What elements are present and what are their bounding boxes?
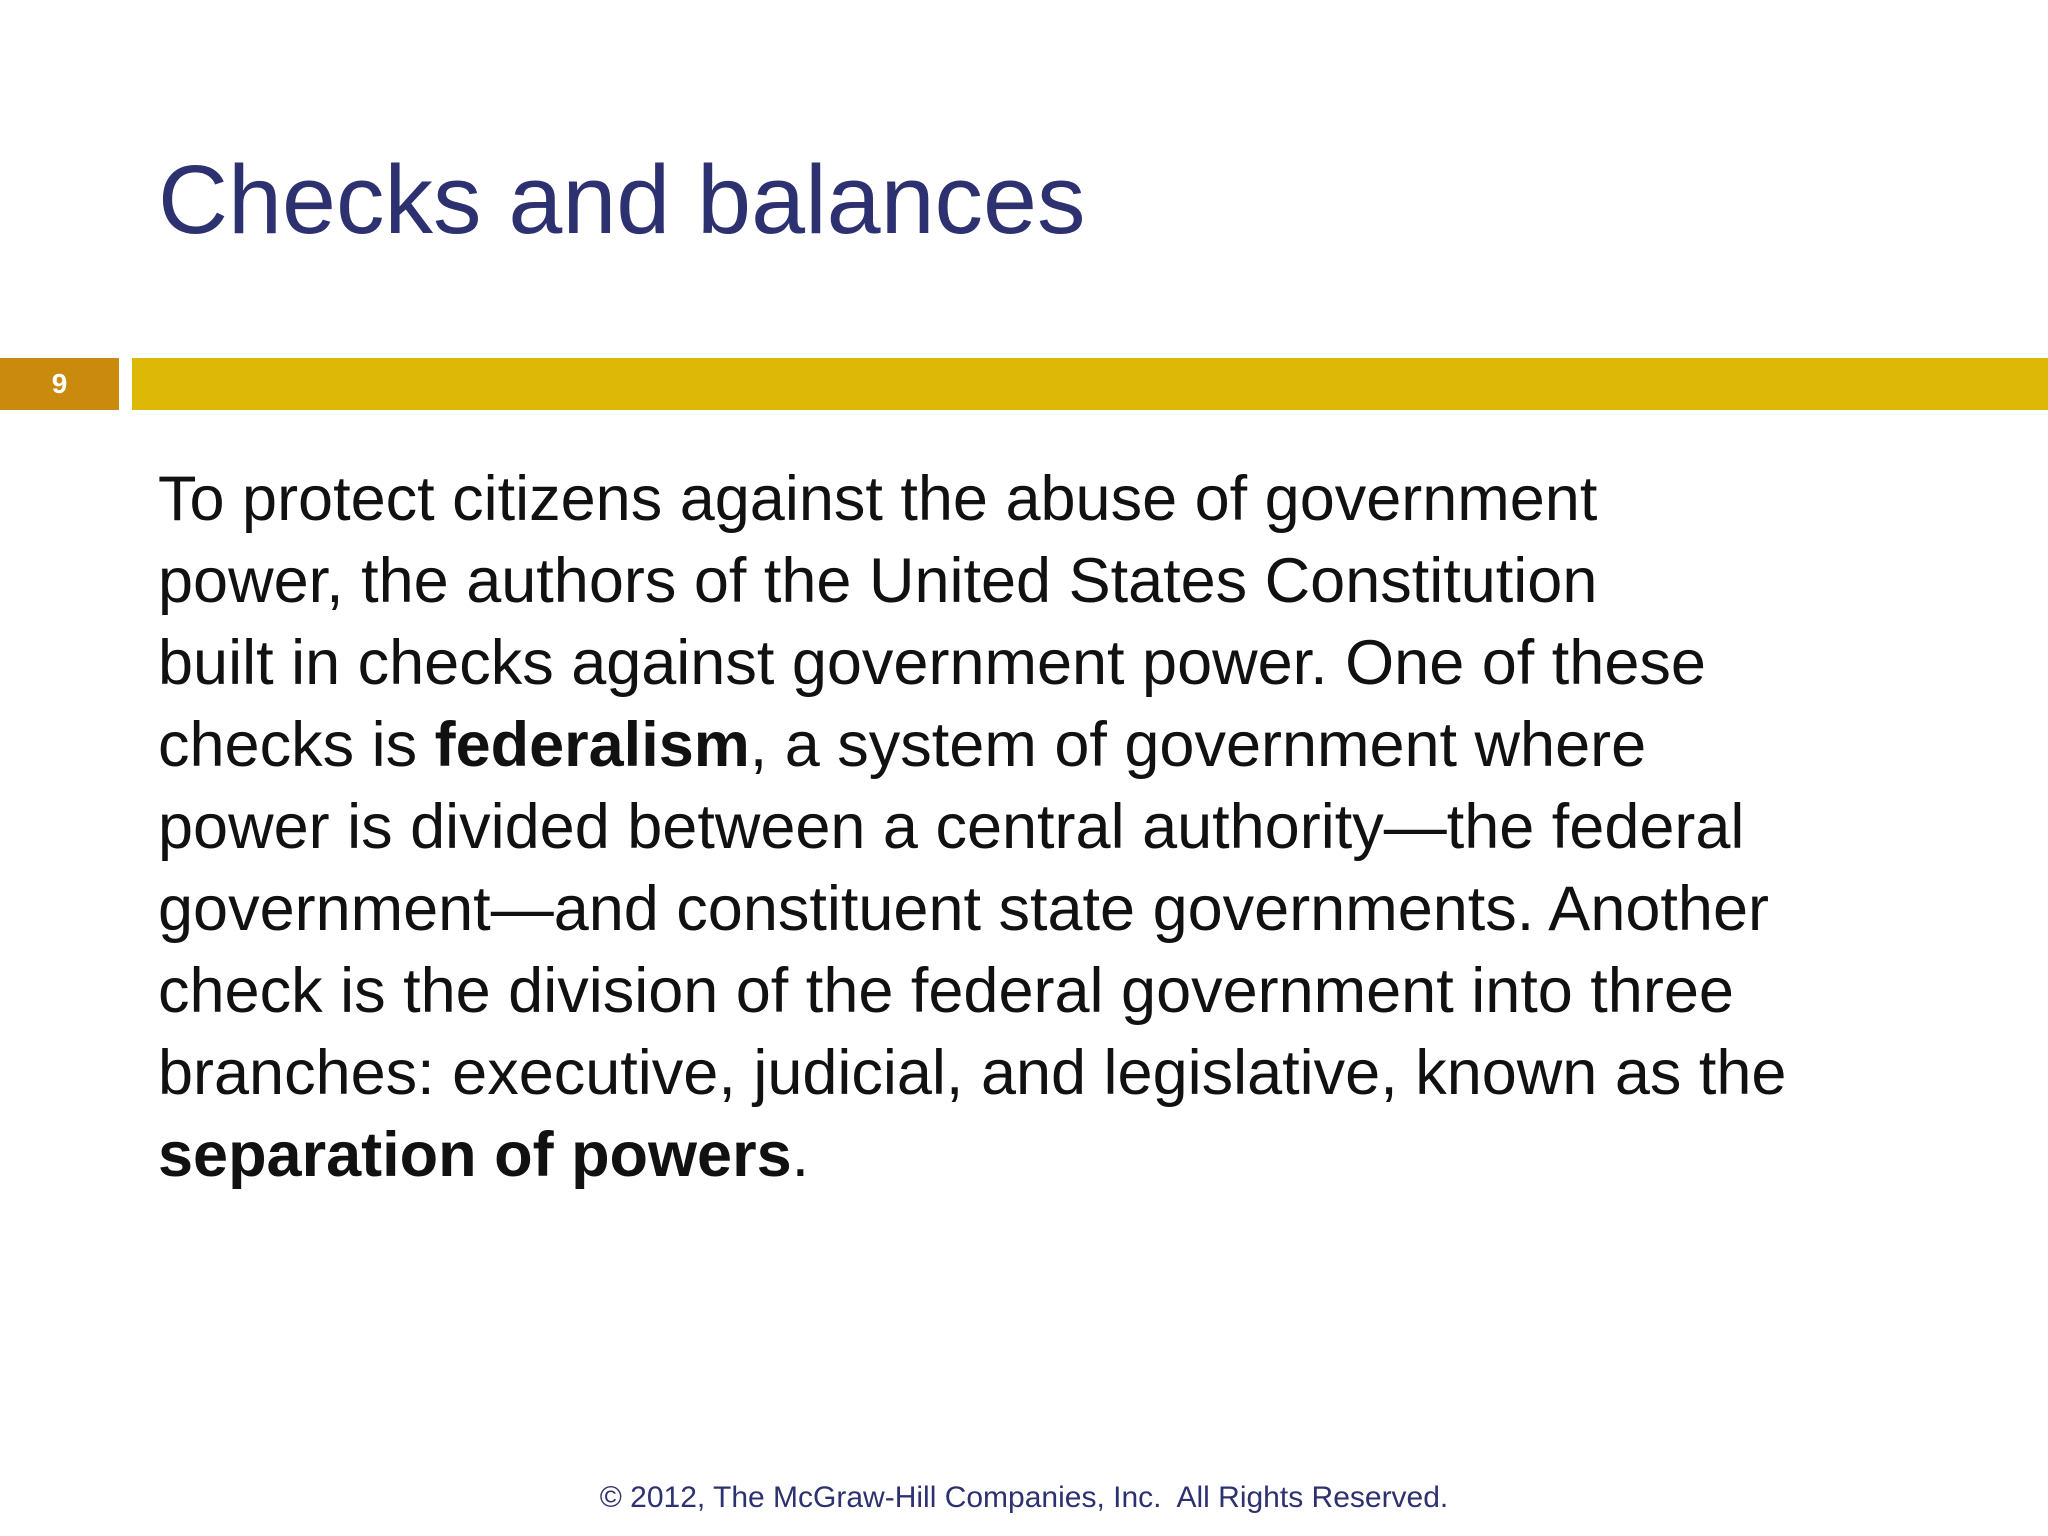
- term-federalism: federalism: [434, 710, 750, 780]
- slide-title: Checks and balances: [158, 145, 1086, 254]
- slide-number: 9: [0, 358, 119, 410]
- term-separation-of-powers: separation of powers: [158, 1120, 792, 1190]
- body-line: power is divided between a central authority—the federal: [158, 792, 1745, 862]
- body-line: power, the authors of the United States Constitution: [158, 546, 1598, 616]
- copyright-footer: © 2012, The McGraw-Hill Companies, Inc. All Rights Reserved.: [599, 1481, 1449, 1514]
- body-text-fragment: .: [791, 1120, 810, 1190]
- header-rule-bar: [132, 358, 2048, 410]
- body-line: To protect citizens against the abuse of government: [158, 464, 1598, 534]
- body-line: built in checks against government power. One of these: [158, 628, 1706, 698]
- body-line: [158, 704, 2018, 786]
- body-paragraph: [158, 458, 2018, 1196]
- body-line: government—and constituent state governments. Another: [158, 874, 1769, 944]
- body-line: check is the division of the federal government into three: [158, 956, 1734, 1026]
- body-line: [158, 1114, 2018, 1196]
- body-text-fragment: checks is: [158, 710, 435, 780]
- body-line: branches: executive, judicial, and legislative, known as the: [158, 1038, 1787, 1108]
- body-text-fragment: , a system of government where: [749, 710, 1647, 780]
